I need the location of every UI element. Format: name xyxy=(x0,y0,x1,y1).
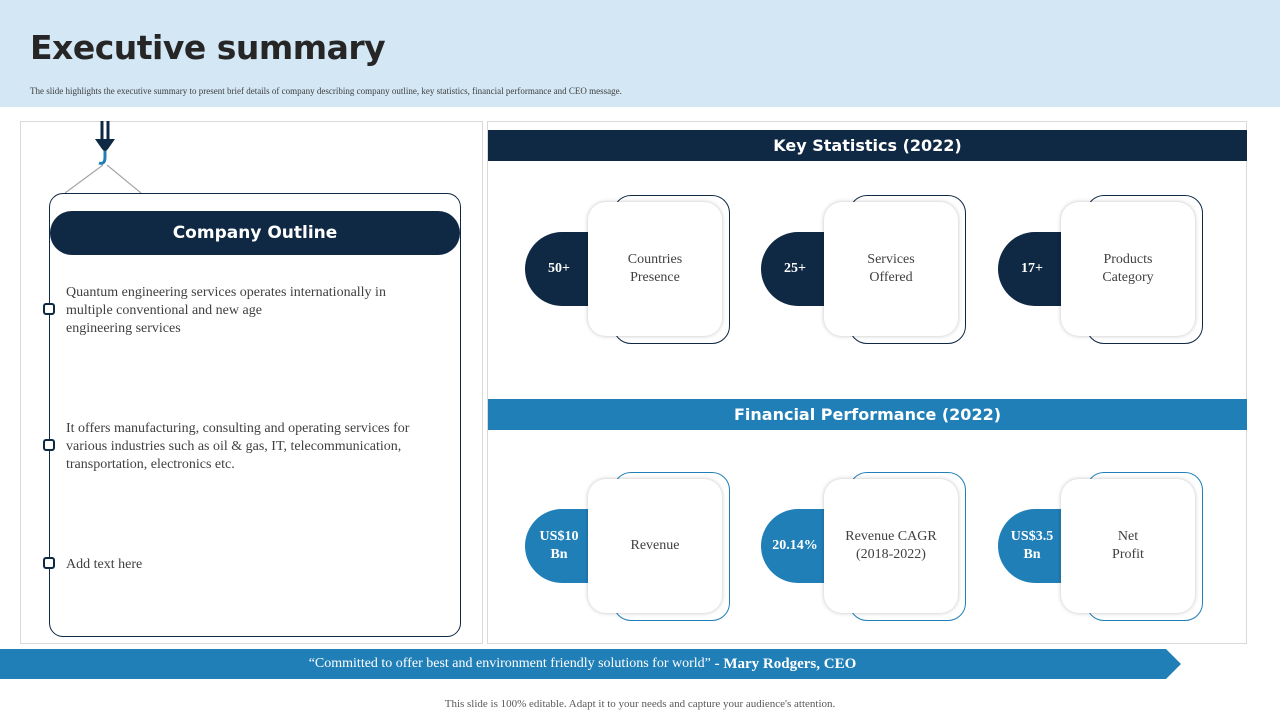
bullet-marker xyxy=(43,439,55,451)
quote-author: - Mary Rodgers, CEO xyxy=(710,655,857,672)
finance-card xyxy=(761,472,971,622)
stat-card xyxy=(761,195,971,345)
company-outline-heading: Company Outline xyxy=(50,211,460,255)
finance-card xyxy=(998,472,1208,622)
financial-performance-heading: Financial Performance (2022) xyxy=(488,399,1247,430)
finance-value: US$3.5 Bn xyxy=(998,509,1064,583)
footer-note: This slide is 100% editable. Adapt it to your needs and capture your audience's attention. xyxy=(444,698,836,710)
stat-card xyxy=(525,195,735,345)
stat-card xyxy=(998,195,1208,345)
stat-label: Products Category xyxy=(1102,252,1154,285)
stat-value: 50+ xyxy=(525,232,591,306)
stat-value: 17+ xyxy=(998,232,1064,306)
bullet-marker xyxy=(43,557,55,569)
finance-label: Revenue xyxy=(630,538,680,553)
bullet-marker xyxy=(43,303,55,315)
finance-value: US$10 Bn xyxy=(525,509,591,583)
finance-value: 20.14% xyxy=(761,509,827,583)
stat-label: Services Offered xyxy=(867,252,915,285)
ceo-quote xyxy=(0,649,1165,679)
outline-point: It offers manufacturing, consulting and operating services for various industries such as oil & gas, IT, telecommunication, transportation, electronics etc. xyxy=(66,421,410,472)
outline-point: Add text here xyxy=(66,557,143,572)
finance-label: Revenue CAGR (2018-2022) xyxy=(845,529,937,562)
page-title: Executive summary xyxy=(30,28,386,67)
finance-card xyxy=(525,472,735,622)
page-subtitle: The slide highlights the executive summary to present brief details of company describing company outline, key statistics, financial performance and CEO message. xyxy=(30,86,622,96)
key-statistics-heading: Key Statistics (2022) xyxy=(488,130,1247,161)
hanger-hook-icon xyxy=(20,121,483,201)
outline-point: Quantum engineering services operates internationally in multiple conventional and new age engineering services xyxy=(66,285,386,336)
finance-label: Net Profit xyxy=(1112,529,1144,562)
stat-label: Countries Presence xyxy=(627,252,683,285)
stat-value: 25+ xyxy=(761,232,827,306)
quote-text: “Committed to offer best and environment friendly solutions for world” xyxy=(308,656,711,671)
